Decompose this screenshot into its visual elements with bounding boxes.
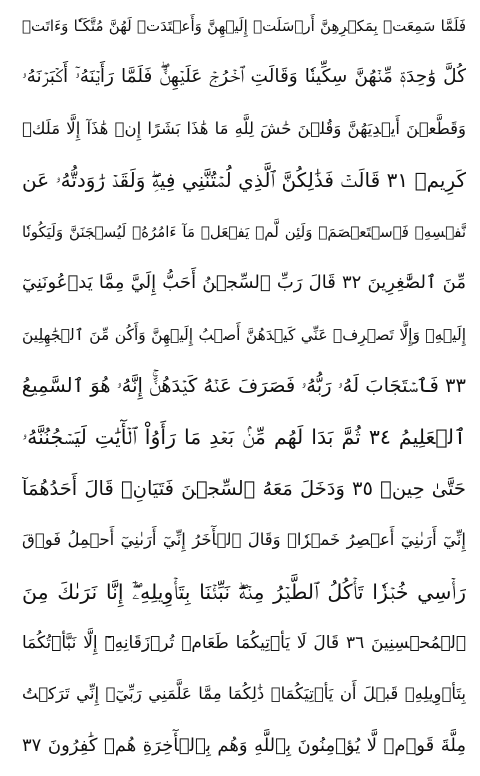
text-line: مِلَّةَ قَوۡمٖ لَّا يُؤۡمِنُونَ بِٱللَّهِ وَهُم بِٱلۡأٓخِرَةِ هُمۡ كَٰفِرُونَ ٣٧	[22, 734, 466, 756]
text-line: وَقَطَّعۡنَ أَيۡدِيَهُنَّ وَقُلۡنَ حَٰشَ لِلَّهِ مَا هَٰذَا بَشَرًا إِنۡ هَٰذَآ إِلَّا مَلَكٞ	[22, 118, 466, 138]
text-line: بِتَأۡوِيلِهِۦ قَبۡلَ أَن يَأۡتِيَكُمَاۚ ذَٰلِكُمَا مِمَّا عَلَّمَنِي رَبِّيٓۚ إِنِّي تَرَكۡتُ	[22, 684, 466, 704]
text-line: مِّنَ ٱلصَّٰغِرِينَ ٣٢ قَالَ رَبِّ ٱلسِّجۡنُ أَحَبُّ إِلَيَّ مِمَّا يَدۡعُونَنِيٓ	[22, 272, 466, 294]
text-line: نَّفۡسِهِۦ فَٱسۡتَعۡصَمَۖ وَلَئِن لَّمۡ يَفۡعَلۡ مَآ ءَامُرُهُۥ لَيُسۡجَنَنَّ وَلَيَكُونٗا	[22, 222, 466, 241]
text-line: ٣٣ فَٱسۡتَجَابَ لَهُۥ رَبُّهُۥ فَصَرَفَ عَنۡهُ كَيۡدَهُنَّۚ إِنَّهُۥ هُوَ ٱلسَّمِيعُ	[22, 373, 466, 397]
verse-text-block	[22, 4, 466, 768]
text-line: إِلَيۡهِۖ وَإِلَّا تَصۡرِفۡ عَنِّي كَيۡدَهُنَّ أَصۡبُ إِلَيۡهِنَّ وَأَكُن مِّنَ ٱلۡجَٰهِلِينَ	[22, 325, 466, 344]
text-line: إِنِّيٓ أَرَىٰنِيٓ أَعۡصِرُ خَمۡرٗاۖ وَقَالَ ٱلۡأٓخَرُ إِنِّيٓ أَرَىٰنِيٓ أَحۡمِلُ فَوۡقَ	[22, 530, 466, 550]
text-line: رَأۡسِي خُبۡزٗا تَأۡكُلُ ٱلطَّيۡرُ مِنۡهُۖ نَبِّئۡنَا بِتَأۡوِيلِهِۦٓۖ إِنَّا نَرَىٰكَ مِنَ	[22, 579, 466, 604]
text-line: كَرِيمٞ ٣١ قَالَتۡ فَذَٰلِكُنَّ ٱلَّذِي لُمۡتُنَّنِي فِيهِۖ وَلَقَدۡ رَٰوَدتُّهُۥ عَن	[22, 168, 466, 193]
text-line: حَتَّىٰ حِينٖ ٣٥ وَدَخَلَ مَعَهُ ٱلسِّجۡنَ فَتَيَانِۖ قَالَ أَحَدُهُمَآ	[22, 476, 466, 500]
text-line: ٱلۡمُحۡسِنِينَ ٣٦ قَالَ لَا يَأۡتِيكُمَا طَعَامٞ تُرۡزَقَانِهِۦٓ إِلَّا نَبَّأۡتُكُمَا	[22, 633, 466, 654]
text-line: كُلَّ وَٰحِدَةٖ مِّنۡهُنَّ سِكِّينٗا وَقَالَتِ ٱخۡرُجۡ عَلَيۡهِنَّۖ فَلَمَّا رَأَيۡنَهُۥٓ أَكۡبَرۡنَهُۥ	[22, 66, 466, 88]
text-line: فَلَمَّا سَمِعَتۡ بِمَكۡرِهِنَّ أَرۡسَلَتۡ إِلَيۡهِنَّ وَأَعۡتَدَتۡ لَهُنَّ مُتَّكَـٔٗا وَءَاتَتۡ	[22, 17, 466, 35]
text-line: ٱلۡعَلِيمُ ٣٤ ثُمَّ بَدَا لَهُم مِّنۢ بَعۡدِ مَا رَأَوُاْ ٱلۡأٓيَٰتِ لَيَسۡجُنُنَّهُۥ	[22, 425, 466, 450]
